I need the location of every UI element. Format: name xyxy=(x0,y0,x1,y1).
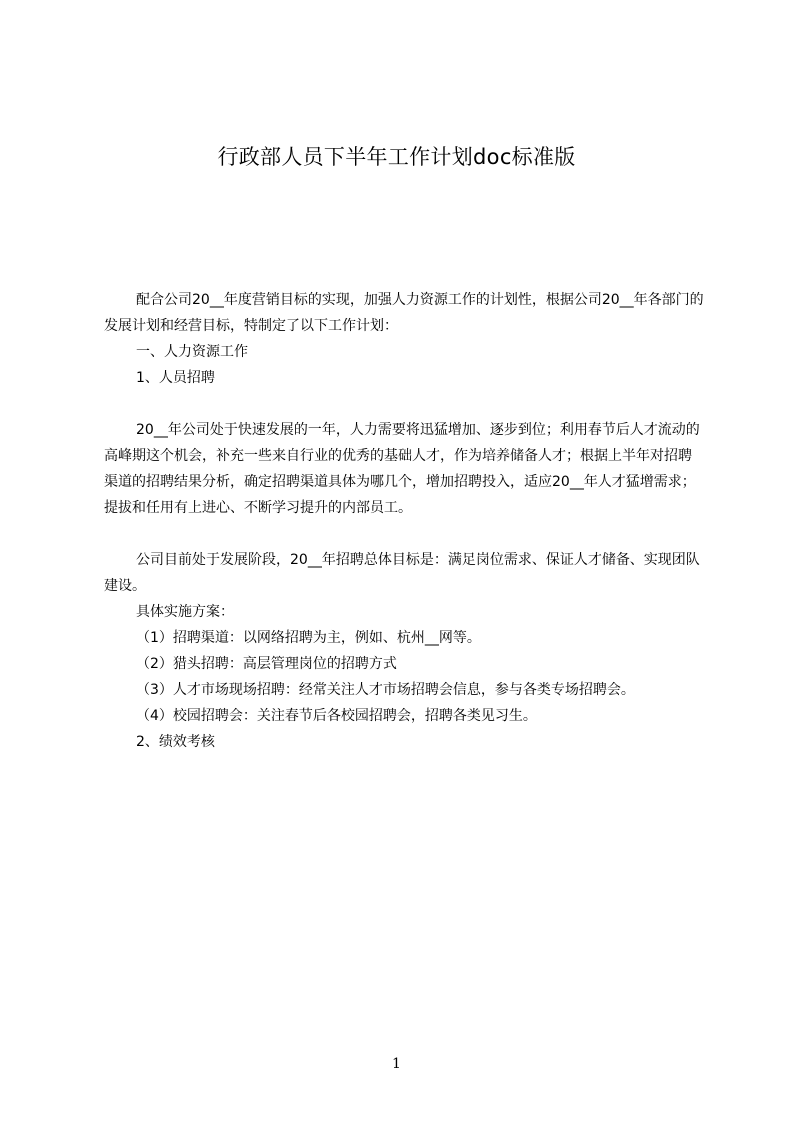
page-number: 1 xyxy=(392,1056,401,1072)
list-item-online-recruitment: （1）招聘渠道：以网络招聘为主，例如、杭州__网等。 xyxy=(136,630,481,646)
recruitment-goal-paragraph: 公司目前处于发展阶段，20__年招聘总体目标是：满足岗位需求、保证人才储备、实现团队建设。 xyxy=(104,552,700,594)
subsection-heading-performance: 2、绩效考核 xyxy=(136,734,215,750)
intro-paragraph: 配合公司20__年度营销目标的实现，加强人力资源工作的计划性，根据公司20__年各部门的发展计划和经营目标，特制定了以下工作计划： xyxy=(104,292,704,334)
list-item-campus-recruitment: （4）校园招聘会：关注春节后各校园招聘会，招聘各类见习生。 xyxy=(136,708,537,724)
document-body xyxy=(104,287,704,755)
subsection-heading-recruitment: 1、人员招聘 xyxy=(136,370,215,386)
implementation-plan-heading: 具体实施方案： xyxy=(136,604,234,620)
document-title: 行政部人员下半年工作计划doc标准版 xyxy=(217,145,576,169)
list-item-headhunter-recruitment: （2）猎头招聘：高层管理岗位的招聘方式 xyxy=(136,656,397,672)
recruitment-paragraph: 20__年公司处于快速发展的一年，人力需要将迅猛增加、逐步到位；利用春节后人才流动的高峰期这个机会，补充一些来自行业的优秀的基础人才，作为培养储备人才；根据上半年对招聘渠道的招聘结果分析，确定招聘渠道具体为哪几个，增加招聘投入，适应20__年人才猛增需求；提拔和任用有上进心、不断学习提升的内部员工。 xyxy=(104,422,700,516)
list-item-job-fair-recruitment: （3）人才市场现场招聘：经常关注人才市场招聘会信息，参与各类专场招聘会。 xyxy=(136,682,635,698)
section-heading-hr-work: 一、人力资源工作 xyxy=(136,344,248,360)
